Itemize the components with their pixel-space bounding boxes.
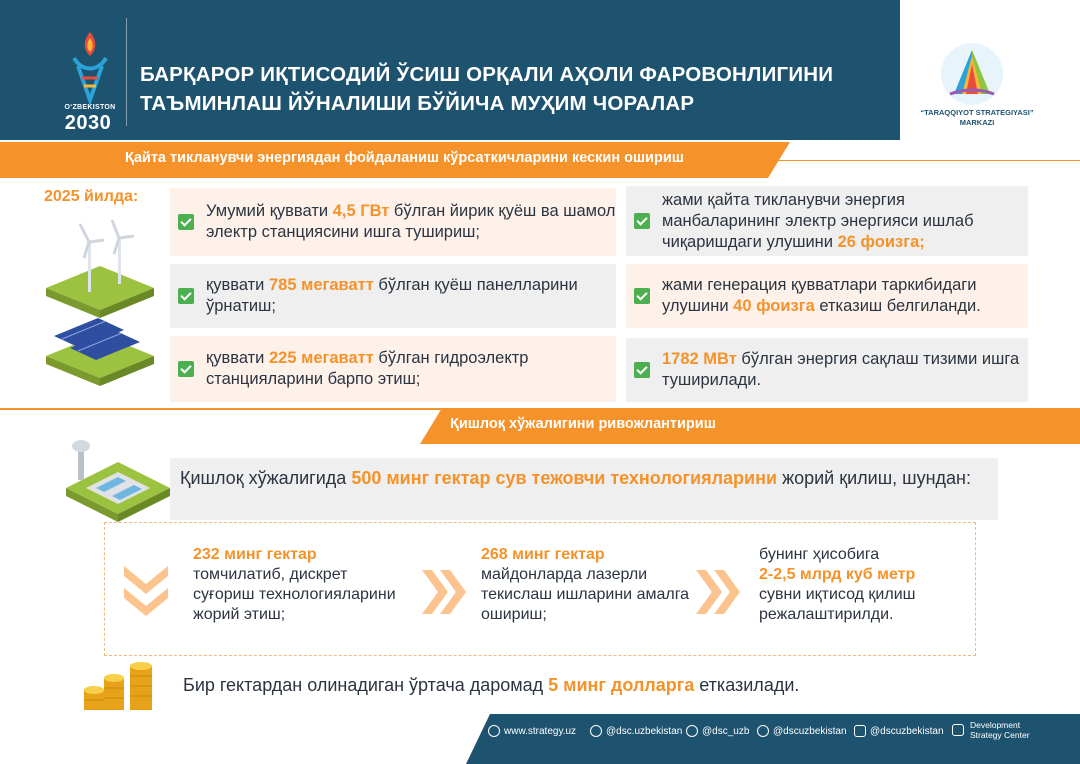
agri-lead-text <box>180 465 990 491</box>
uzbekistan-2030-logo <box>40 22 140 132</box>
agri-column-3 <box>759 545 969 625</box>
footer-website[interactable] <box>488 725 576 737</box>
chevron-right-icon <box>418 562 470 622</box>
item5-text-end: етказиш белгиланди. <box>814 297 981 315</box>
item6-highlight: 1782 МВт <box>662 350 737 368</box>
col2-highlight: 268 минг гектар <box>481 546 605 563</box>
sail-logo-icon <box>940 42 1004 106</box>
checkmark-icon <box>634 213 650 229</box>
item1-text: Умумий қуввати <box>206 202 333 220</box>
footer-telegram[interactable] <box>757 725 847 737</box>
telegram-icon <box>757 725 769 737</box>
item2-text: қуввати <box>206 276 269 294</box>
checkmark-icon <box>178 288 194 304</box>
agri-column-1 <box>193 545 413 625</box>
item5-highlight: 40 фоизга <box>733 297 815 315</box>
coin-stacks-icon <box>80 656 180 714</box>
checkmark-icon <box>178 361 194 377</box>
agri-lead-highlight: 500 минг гектар сув тежовчи технологияларини <box>351 468 778 488</box>
item3-highlight: 225 мегаватт <box>269 349 374 367</box>
col3-intro: бунинг ҳисобига <box>759 546 880 563</box>
income-statement <box>183 673 799 697</box>
footer-twitter[interactable] <box>686 725 749 737</box>
col1-highlight: 232 минг гектар <box>193 546 317 563</box>
strategy-center-logo <box>940 42 1004 106</box>
footer-facebook-label: @dsc.uzbekistan <box>606 725 683 737</box>
year-label: 2025 йилда: <box>44 188 139 205</box>
org-name-line2: MARKAZI <box>959 118 995 127</box>
item5-text: жами генерация қувватлари таркибидаги улушини <box>662 276 977 315</box>
col2-text: майдонларда лазерли текислаш ишларини амалга ошириш; <box>481 566 690 623</box>
section2-title: Қишлоқ хўжалигини ривожлантириш <box>450 416 716 432</box>
dsc-icon <box>952 724 964 736</box>
footer-website-label: www.strategy.uz <box>504 725 577 737</box>
twitter-icon <box>686 725 698 737</box>
agri-lead-start: Қишлоқ хўжалигида <box>180 468 352 488</box>
item4-highlight: 26 фоизга; <box>837 232 925 251</box>
energy-item-1 <box>170 188 616 256</box>
energy-item-6 <box>626 338 1028 402</box>
item3-text: қуввати <box>206 349 269 367</box>
footer-dsc-logo <box>952 720 1030 740</box>
section1-title: Қайта тикланувчи энергиядан фойдаланиш кўрсаткичларини кескин ошириш <box>125 150 684 166</box>
chevron-right-icon <box>692 562 744 622</box>
item1-highlight: 4,5 ГВт <box>332 202 390 220</box>
income-start: Бир гектардан олинадиган ўртача даромад <box>183 675 549 695</box>
col1-text: томчилатиб, дискрет суғориш технологияларини жорий этиш; <box>193 566 396 623</box>
facebook-icon <box>590 725 602 737</box>
dsc-line2: Strategy Center <box>970 730 1030 740</box>
coins-illustration <box>80 656 180 714</box>
footer-instagram[interactable] <box>854 725 944 737</box>
checkmark-icon <box>634 288 650 304</box>
item2-highlight: 785 мегаватт <box>269 276 374 294</box>
item3-text-end: бўлган гидроэлектр станцияларини барпо этиш; <box>206 349 529 388</box>
agri-column-2 <box>481 545 691 625</box>
energy-item-4 <box>626 186 1028 256</box>
agri-lead-end: жорий қилиш, шундан: <box>777 468 972 488</box>
col3-text: сувни иқтисод қилиш режалаштирилди. <box>759 586 916 623</box>
energy-item-3 <box>170 336 616 402</box>
footer-twitter-label: @dsc_uzb <box>702 725 750 737</box>
item1-text-end: бўлган йирик қуёш ва шамол электр станциясини ишга тушириш; <box>206 202 616 241</box>
torch-emblem-icon <box>40 22 140 112</box>
renewable-energy-illustration <box>40 218 160 398</box>
farm-illustration <box>62 438 172 528</box>
checkmark-icon <box>178 214 194 230</box>
footer-facebook[interactable] <box>590 725 682 737</box>
wind-solar-icon <box>40 218 160 398</box>
org-name-line1: “TARAQQIYOT STRATEGIYASI” <box>920 108 1034 117</box>
income-highlight: 5 минг долларга <box>548 675 695 695</box>
checkmark-icon <box>634 362 650 378</box>
logo-country-label: OʻZBEKISTON <box>64 104 116 111</box>
logo-year-label: 2030 <box>64 112 112 134</box>
footer-instagram-label: @dscuzbekistan <box>870 725 944 737</box>
dsc-line1: Development <box>970 720 1021 730</box>
page-title: БАРҚАРОР ИҚТИСОДИЙ ЎСИШ ОРҚАЛИ АҲОЛИ ФАРОВОНЛИГИНИ ТАЪМИНЛАШ ЙЎНАЛИШИ БЎЙИЧА МУҲИМ ЧОРАЛАР <box>140 63 834 115</box>
strategy-center-name <box>912 108 1042 128</box>
globe-icon <box>488 725 500 737</box>
income-end: етказилади. <box>694 675 800 695</box>
item6-text-end: бўлган энергия сақлаш тизими ишга туширилади. <box>662 350 1020 389</box>
irrigated-field-icon <box>62 438 172 528</box>
energy-item-5 <box>626 264 1028 328</box>
instagram-icon <box>854 725 866 737</box>
col3-highlight: 2-2,5 млрд куб метр <box>759 566 916 583</box>
footer-telegram-label: @dscuzbekistan <box>773 725 847 737</box>
energy-item-2 <box>170 264 616 328</box>
chevron-down-icon <box>120 562 172 622</box>
item4-text: жами қайта тикланувчи энергия манбаларининг электр энергияси ишлаб чиқаришдаги улушини <box>662 190 974 251</box>
item2-text-end: бўлган қуёш панелларини ўрнатиш; <box>206 276 578 315</box>
